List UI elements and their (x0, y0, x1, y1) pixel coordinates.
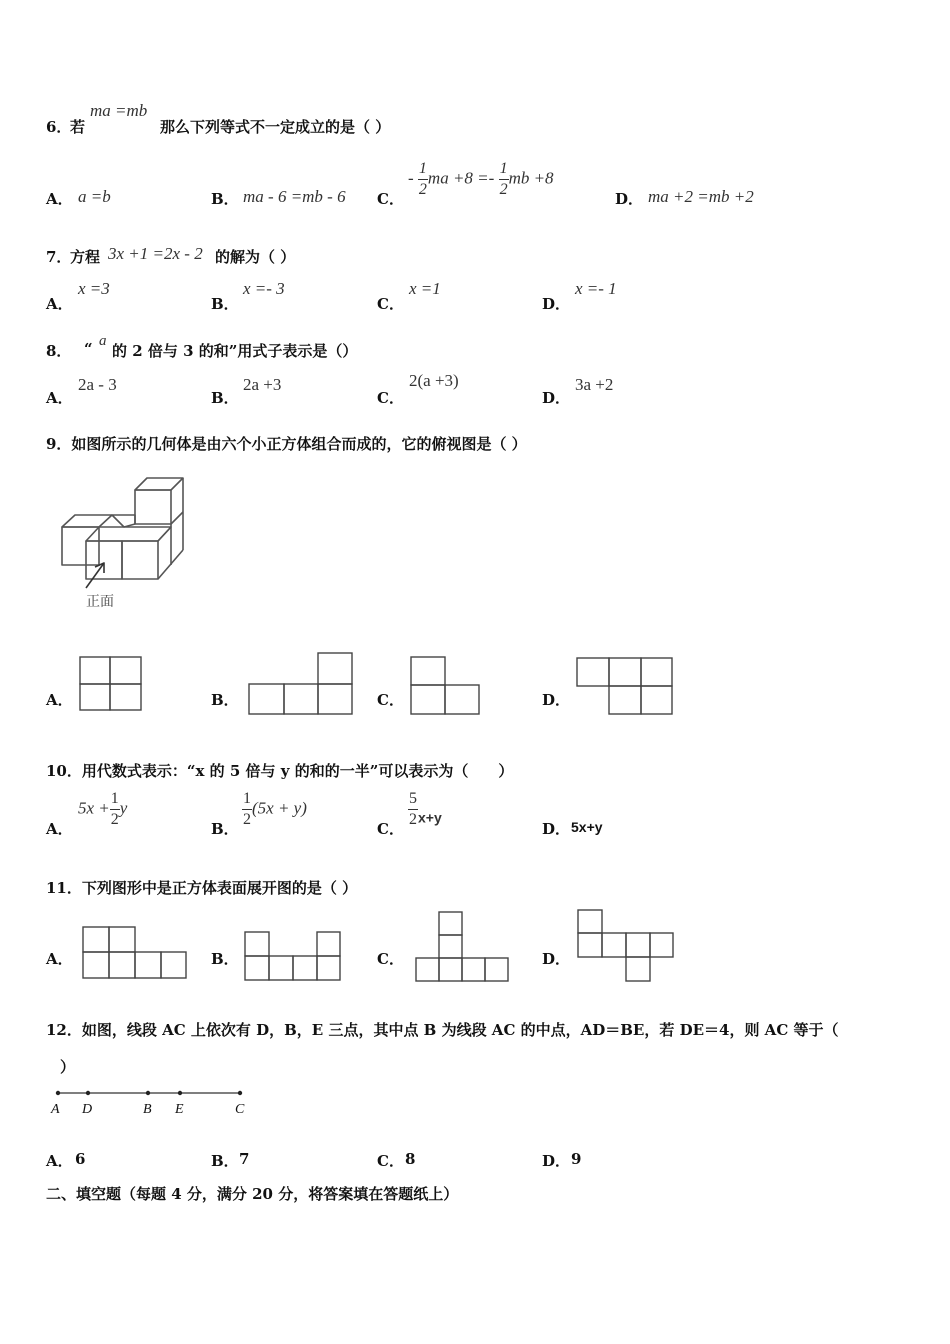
q8-option-d: 3a +2 (575, 375, 614, 394)
q10-option-b-label: B． (211, 820, 239, 838)
q10-option-a: 5x + $\frac{1}{2}$ y (78, 790, 128, 828)
q9-option-a-label: A． (46, 691, 73, 709)
q6-option-c-label: C． (377, 190, 404, 208)
q7-option-d: x =- 1 (575, 279, 617, 298)
q6-option-c-fraction-1: $\frac{1}{2}$ (418, 160, 427, 198)
point-d-label: D (82, 1102, 93, 1117)
q10-option-b-fraction: $\frac{1}{2}$ (243, 790, 251, 828)
q6-prefix: 若 (70, 118, 86, 136)
q12-option-d-label: D． (542, 1152, 571, 1170)
q6-option-a: a =b (78, 187, 111, 206)
q9-option-d-figure[interactable] (576, 657, 676, 717)
q12-stem-line2: ） (60, 1058, 76, 1076)
q6-option-c-fraction-2: $\frac{1}{2}$ (499, 160, 508, 198)
q6-option-b: ma - 6 =mb - 6 (243, 187, 346, 206)
point-b-dot (146, 1091, 150, 1095)
q12-option-c-label: C． (377, 1152, 404, 1170)
q12-option-d: 9 (571, 1150, 582, 1168)
point-d-dot (86, 1091, 90, 1095)
q10-stem: 10．用代数式表示：“x 的 5 倍与 y 的和的一半”可以表示为（ ） (46, 762, 514, 780)
q6-condition: ma =mb (90, 101, 148, 120)
point-c-label: C (235, 1102, 245, 1117)
q7-option-c-label: C． (377, 295, 404, 313)
q8-option-a-label: A． (46, 389, 73, 407)
q6-option-c-tail: mb +8 (508, 168, 554, 188)
q6-number: 6． (46, 118, 72, 136)
q7-option-a-label: A． (46, 295, 73, 313)
point-b-label: B (143, 1102, 152, 1117)
q10-option-d-label: D． (542, 820, 571, 838)
q11-option-d-label: D． (542, 950, 571, 968)
q8-option-b: 2a +3 (243, 375, 282, 394)
q6-option-c (408, 161, 554, 198)
q8-stem: 的 2 倍与 3 的和”用式子表示是（） (112, 342, 358, 360)
q6-option-c-middle: ma +8 =- (427, 168, 499, 188)
q9-stem: 9．如图所示的几何体是由六个小正方体组合而成的，它的俯视图是（ ） (46, 435, 527, 453)
q11-option-d-net[interactable] (577, 909, 675, 983)
q11-option-a-net[interactable] (82, 926, 188, 980)
q9-option-c-label: C． (377, 691, 404, 709)
q12-option-c: 8 (405, 1150, 416, 1168)
q7-number: 7． (46, 248, 72, 266)
q9-option-c-figure[interactable] (410, 656, 482, 716)
q10-option-c: $\frac{5}{2}$ $_{x+y}$ (409, 790, 442, 828)
q12-option-a: 6 (75, 1150, 86, 1168)
q8-option-b-label: B． (211, 389, 239, 407)
point-a-dot (56, 1091, 60, 1095)
q11-stem: 11．下列图形中是正方体表面展开图的是（ ） (46, 879, 358, 897)
q7-equation: 3x +1 =2x - 2 (108, 244, 203, 263)
q9-front-label: 正面 (86, 594, 114, 610)
q10-option-b: $\frac{1}{2}$ (5x + y) (243, 790, 307, 828)
q7-option-a: x =3 (78, 279, 110, 298)
q8-option-d-label: D． (542, 389, 571, 407)
q10-option-a-label: A． (46, 820, 73, 838)
q11-option-c-label: C． (377, 950, 404, 968)
q11-option-b-label: B． (211, 950, 239, 968)
q6-option-c-minus: - (408, 168, 418, 188)
point-c-dot (238, 1091, 242, 1095)
q8-option-c: 2(a +3) (409, 371, 459, 390)
q10-option-c-label: C． (377, 820, 404, 838)
q7-stem: 的解为（ ） (215, 248, 296, 266)
q8-number: 8． (46, 342, 72, 360)
q10-option-d: 5x+y (571, 819, 603, 835)
q7-option-d-label: D． (542, 295, 571, 313)
q12-option-b: 7 (239, 1150, 250, 1168)
point-e-dot (178, 1091, 182, 1095)
q8-option-a: 2a - 3 (78, 375, 117, 394)
q9-option-b-label: B． (211, 691, 239, 709)
q11-option-c-net[interactable] (415, 911, 511, 983)
q6-option-b-label: B． (211, 190, 239, 208)
q7-prefix: 方程 (70, 248, 101, 266)
q12-option-a-label: A． (46, 1152, 73, 1170)
q10-option-a-fraction: $\frac{1}{2}$ (110, 790, 119, 828)
q8-option-c-label: C． (377, 389, 404, 407)
q7-option-c: x =1 (409, 279, 441, 298)
q6-option-d-label: D． (615, 190, 644, 208)
q11-option-b-net[interactable] (244, 931, 342, 983)
q9-option-d-label: D． (542, 691, 571, 709)
q6-option-a-label: A． (46, 190, 73, 208)
q7-option-b-label: B． (211, 295, 239, 313)
q6-option-d: ma +2 =mb +2 (648, 187, 754, 206)
point-a-label: A (51, 1102, 60, 1117)
q12-stem-line1: 12．如图，线段 AC 上依次有 D，B，E 三点，其中点 B 为线段 AC 的中点，AD＝BE，若 DE＝4，则 AC 等于（ (46, 1021, 839, 1039)
q9-option-b-figure[interactable] (248, 652, 354, 716)
section-2-heading: 二、填空题（每题 4 分，满分 20 分，将答案填在答题纸上） (46, 1185, 459, 1203)
q11-option-a-label: A． (46, 950, 73, 968)
q6-stem: 那么下列等式不一定成立的是（ ） (160, 118, 391, 136)
q10-option-c-fraction: $\frac{5}{2}$ (409, 790, 417, 828)
q7-option-b: x =- 3 (243, 279, 285, 298)
q8-variable: a (99, 333, 107, 349)
q9-option-a-figure[interactable] (79, 656, 143, 712)
q8-open-quote: “ (84, 340, 93, 358)
q9-solid-figure (50, 475, 200, 615)
q12-option-b-label: B． (211, 1152, 239, 1170)
point-e-label: E (175, 1102, 184, 1117)
